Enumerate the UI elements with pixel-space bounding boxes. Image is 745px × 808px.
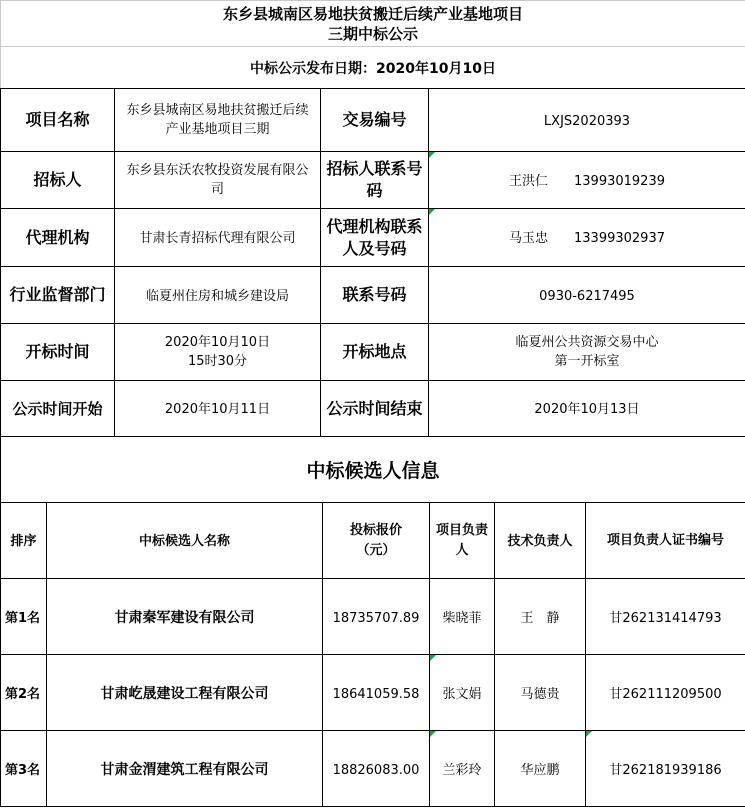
table-row — [1, 579, 745, 655]
candidate-name: 甘肃秦军建设有限公司 — [114, 609, 255, 626]
pm-certificate: 甘262111209500 — [609, 687, 722, 702]
tech-lead: 王 静 — [520, 611, 560, 626]
open-time-date: 2020年10月10日 — [164, 335, 271, 350]
col-rank: 排序 — [10, 533, 37, 549]
notice-title: 东乡县城南区易地扶贫搬迁后续产业基地项目三期中标公示 — [222, 4, 523, 43]
agency-label: 代理机构 — [25, 227, 90, 247]
notice-start-label: 公示时间开始 — [12, 400, 103, 418]
info-row-opening — [1, 324, 745, 381]
notice-start: 2020年10月11日 — [164, 402, 271, 417]
open-place-label: 开标地点 — [342, 342, 407, 361]
candidate-name: 甘肃金渭建筑工程有限公司 — [100, 761, 269, 778]
info-row-agency — [1, 209, 745, 267]
project-name-label: 项目名称 — [25, 110, 90, 129]
table-row — [1, 655, 745, 731]
open-place-line2: 第一开标室 — [554, 354, 620, 369]
notice-title-cell — [1, 1, 745, 47]
supervisor-label: 行业监督部门 — [9, 285, 106, 304]
bid-price: 18641059.58 — [332, 687, 420, 702]
candidate-name: 甘肃屹晟建设工程有限公司 — [100, 685, 269, 702]
open-place-line1: 临夏州公共资源交易中心 — [515, 335, 659, 350]
bid-price: 18735707.89 — [332, 611, 420, 626]
candidates-header-row — [1, 503, 745, 579]
table-row — [1, 731, 745, 807]
agency-contact: 马玉忠 13399302937 — [509, 231, 665, 246]
tech-lead: 马德贵 — [520, 687, 560, 702]
candidates-section-title: 中标候选人信息 — [306, 460, 440, 482]
info-row-notice-period — [1, 381, 745, 437]
trade-no-label: 交易编号 — [342, 110, 407, 129]
open-time-label: 开标时间 — [25, 342, 90, 361]
tech-lead: 华应鹏 — [520, 763, 560, 778]
project-manager: 兰彩玲 — [442, 763, 482, 778]
col-bid-price: 投标报价（元） — [349, 522, 402, 558]
candidates-section-cell — [1, 437, 745, 503]
col-candidate-name: 中标候选人名称 — [138, 533, 230, 549]
tenderer-contact: 王洪仁 13993019239 — [509, 173, 665, 189]
phone-label: 联系号码 — [342, 285, 407, 304]
rank: 第3名 — [5, 763, 41, 778]
info-row-tenderer — [1, 152, 745, 209]
bid-price: 18826083.00 — [332, 763, 420, 778]
col-pm-certificate: 项目负责人证书编号 — [607, 532, 725, 548]
publish-date: 中标公示发布日期：2020年10月10日 — [250, 60, 496, 77]
publish-date-cell — [1, 47, 745, 89]
notice-end: 2020年10月13日 — [534, 402, 640, 417]
rank: 第2名 — [5, 687, 41, 702]
project-name: 东乡县城南区易地扶贫搬迁后续产业基地项目三期 — [126, 103, 309, 137]
tenderer-label: 招标人 — [33, 170, 82, 189]
col-project-manager: 项目负责人 — [436, 522, 489, 558]
notice-end-label: 公示时间结束 — [326, 398, 423, 418]
candidates-table — [0, 436, 745, 807]
supervisor-name: 临夏州住房和城乡建设局 — [145, 288, 289, 304]
agency-contact-label: 代理机构联系人及号码 — [326, 216, 423, 258]
tenderer-contact-label: 招标人联系号码 — [326, 159, 423, 200]
col-tech-lead: 技术负责人 — [507, 533, 573, 549]
tenderer-name: 东乡县东沃农牧投资发展有限公司 — [126, 163, 309, 197]
info-row-supervisor — [1, 267, 745, 324]
project-manager: 张文娟 — [442, 687, 482, 702]
rank: 第1名 — [5, 611, 41, 626]
project-info-table — [0, 88, 745, 437]
open-time-hour: 15时30分 — [187, 354, 248, 369]
header-table — [0, 0, 745, 89]
agency-name: 甘肃长青招标代理有限公司 — [139, 231, 296, 246]
pm-certificate: 甘262131414793 — [609, 611, 722, 626]
trade-no: LXJS2020393 — [543, 113, 631, 129]
phone: 0930-6217495 — [539, 288, 635, 304]
info-row-project — [1, 89, 745, 152]
project-manager: 柴晓菲 — [442, 611, 482, 626]
pm-certificate: 甘262181939186 — [609, 763, 722, 778]
